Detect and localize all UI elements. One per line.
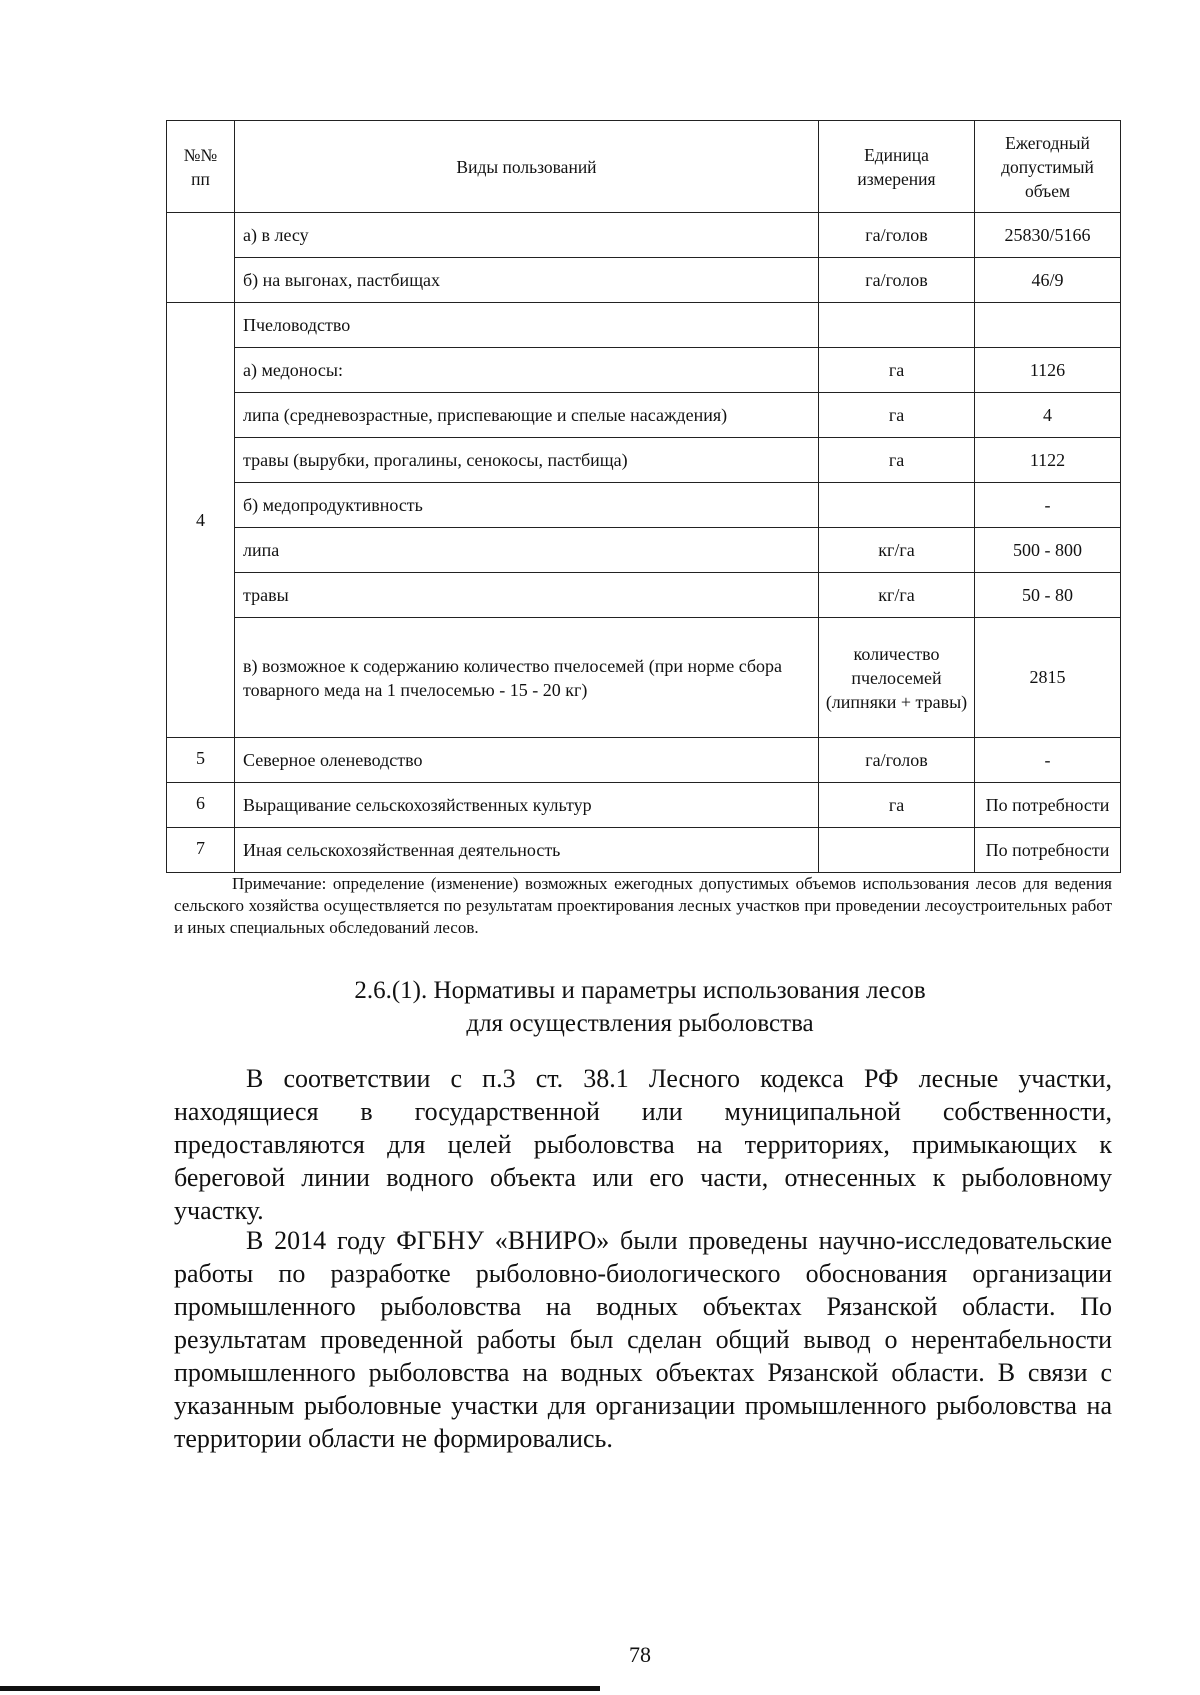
table-row [167,738,1121,783]
row-kind: Иная сельскохозяйственная деятельность [235,828,819,873]
row-kind: Пчеловодство [235,303,819,348]
row-value: 1122 [975,438,1121,483]
page-number: 78 [629,1642,651,1667]
row-value: - [975,738,1121,783]
row-value [975,303,1121,348]
table-header-row [167,121,1121,213]
usage-table [166,120,1121,873]
row-unit: га [819,783,975,828]
header-volume: Ежегодный допустимый объем [975,121,1121,213]
row-num: 7 [167,828,235,873]
table-row [167,438,1121,483]
row-unit [819,303,975,348]
row-unit: га/голов [819,213,975,258]
row-num: 6 [167,783,235,828]
table-note: Примечание: определение (изменение) возможных ежегодных допустимых объемов использования лесов для ведения сельского хозяйства осуществляется по результатам проектирования лесных участков при проведении лесоустроительных работ и иных специальных обследований лесов. [174,874,1112,937]
row-unit: га [819,438,975,483]
row-value: 500 - 800 [975,528,1121,573]
header-unit: Единица измерения [819,121,975,213]
row-value: 1126 [975,348,1121,393]
row-kind: а) медоносы: [235,348,819,393]
row-kind: в) возможное к содержанию количество пчелосемей (при норме сбора товарного меда на 1 пчелосемью - 15 - 20 кг) [235,618,819,738]
paragraph-2: В 2014 году ФГБНУ «ВНИРО» были проведены научно-исследовательские работы по разработке рыболовно-биологического обоснования организации промышленного рыболовства на водных объектах Рязанской области. По результатам проведенной работы был сделан общий вывод о нерентабельности промышленного рыболовства на водных объектах Рязанской области. В связи с указанным рыболовные участки для организации промышленного рыболовства на территории области не формировались. [174,1226,1112,1453]
table-row [167,393,1121,438]
table-row [167,828,1121,873]
scan-edge-line [0,1686,600,1691]
row-unit: га [819,348,975,393]
row-kind: липа [235,528,819,573]
section-heading [200,974,1080,1040]
row-value: 2815 [975,618,1121,738]
row-kind: травы [235,573,819,618]
row-kind: травы (вырубки, прогалины, сенокосы, пастбища) [235,438,819,483]
row-value: 4 [975,393,1121,438]
header-kind: Виды пользований [235,121,819,213]
row-kind: Северное оленеводство [235,738,819,783]
table-row [167,618,1121,738]
row-kind: Выращивание сельскохозяйственных культур [235,783,819,828]
row-kind: б) на выгонах, пастбищах [235,258,819,303]
row-unit: га/голов [819,258,975,303]
row-unit: количество пчелосемей (липняки + травы) [819,618,975,738]
heading-line-1: 2.6.(1). Нормативы и параметры использования лесов [354,977,926,1004]
table-row [167,573,1121,618]
table-row [167,348,1121,393]
header-num: №№ пп [167,121,235,213]
row-kind: а) в лесу [235,213,819,258]
row-value: 50 - 80 [975,573,1121,618]
table-row [167,483,1121,528]
row-unit: кг/га [819,528,975,573]
row-num: 5 [167,738,235,783]
table-row [167,783,1121,828]
row-value: - [975,483,1121,528]
table-row [167,303,1121,348]
row-group-num: 4 [167,303,235,738]
row-unit [819,828,975,873]
row-value: По потребности [975,828,1121,873]
row-value: 46/9 [975,258,1121,303]
row-num-empty [167,213,235,303]
row-unit: га [819,393,975,438]
paragraph-1: В соответствии с п.3 ст. 38.1 Лесного кодекса РФ лесные участки, находящиеся в государственной или муниципальной собственности, предоставляются для целей рыболовства на территориях, примыкающих к береговой линии водного объекта или его части, отнесенных к рыболовному участку. [174,1064,1112,1225]
row-value: По потребности [975,783,1121,828]
table-row [167,528,1121,573]
row-kind: липа (средневозрастные, приспевающие и спелые насаждения) [235,393,819,438]
row-kind: б) медопродуктивность [235,483,819,528]
heading-line-2: для осуществления рыболовства [466,1010,814,1037]
row-value: 25830/5166 [975,213,1121,258]
table-row [167,258,1121,303]
row-unit: га/голов [819,738,975,783]
row-unit: кг/га [819,573,975,618]
table-row [167,213,1121,258]
row-unit [819,483,975,528]
